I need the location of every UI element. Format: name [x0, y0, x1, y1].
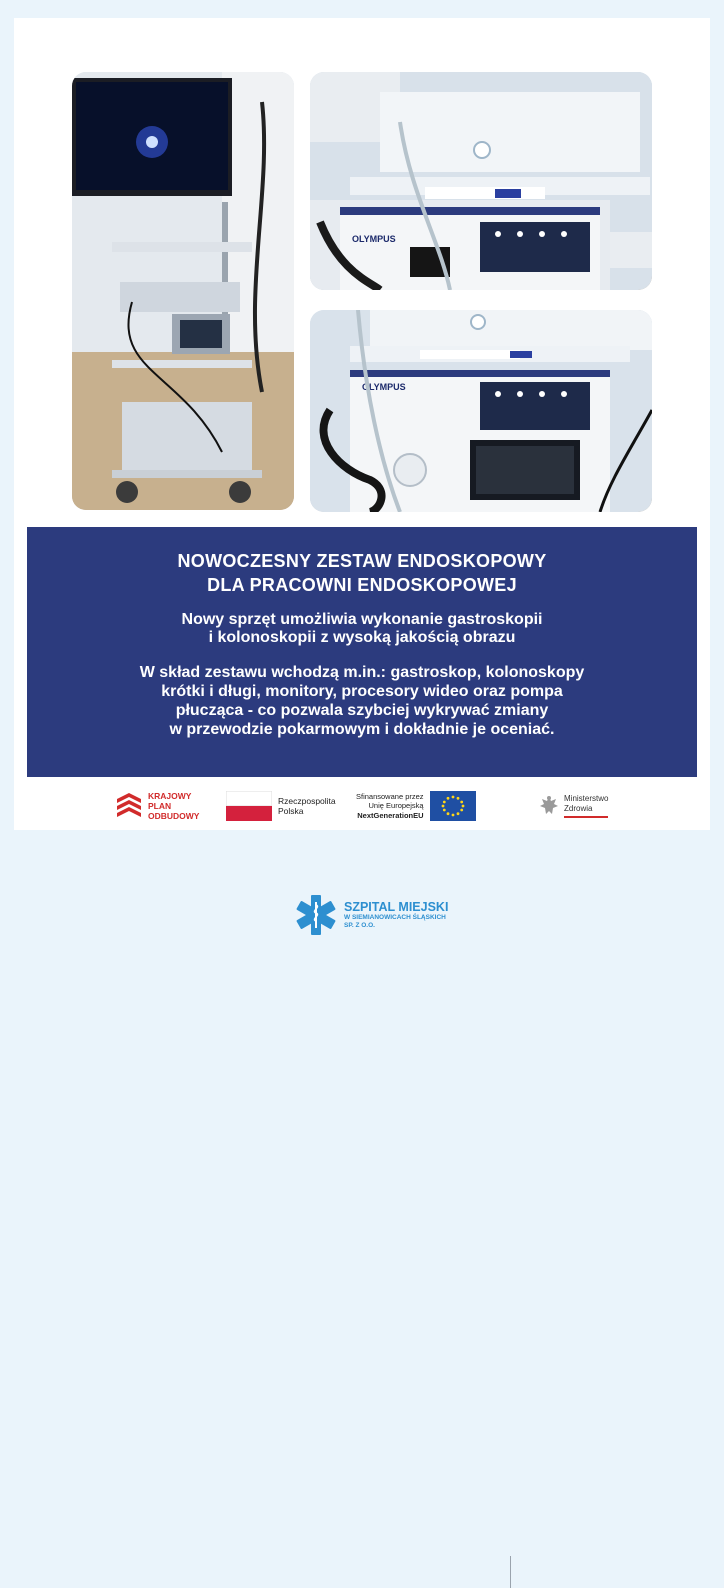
- hospital-logo: [294, 893, 448, 937]
- brand-label-top: OLYMPUS: [352, 234, 396, 244]
- eagle-emblem-icon: [538, 794, 560, 818]
- kpo-text: KRAJOWY PLAN ODBUDOWY: [148, 791, 200, 821]
- kpo-logo: [115, 786, 199, 826]
- mz-text: Ministerstwo Zdrowia: [564, 794, 608, 818]
- hospital-subtitle: W SIEMIANOWICACH ŚLĄSKICH SP. Z O.O.: [344, 914, 446, 929]
- eu-nextgen-text: NextGenerationEU: [357, 810, 424, 820]
- olympus-processor-bottom-photo: [310, 310, 652, 512]
- hospital-name: SZPITAL MIEJSKI: [344, 900, 449, 914]
- brand-label-bottom: OLYMPUS: [362, 382, 406, 392]
- description: W skład zestawu wchodzą m.in.: gastroskop, kolonoskopy krótki i długi, monitory, procesory wideo oraz pompa płucząca - co pozwala szybciej wykrywać zmiany w przewodzie pokarmowym i dokładnie je oceniać.: [139, 664, 585, 738]
- eu-flag-icon: [430, 791, 476, 821]
- rp-logo: [226, 786, 336, 826]
- medical-cart-image: [72, 72, 294, 510]
- equipment-image: [310, 310, 652, 512]
- star-of-life-icon: [294, 893, 338, 937]
- headline: NOWOCZESNY ZESTAW ENDOSKOPOWY DLA PRACOWNI ENDOSKOPOWEJ: [177, 551, 547, 595]
- rp-text: Rzeczpospolita Polska: [278, 796, 336, 816]
- polish-flag-icon: [226, 791, 272, 821]
- eu-text: [356, 792, 424, 821]
- mz-logo: [538, 786, 608, 826]
- kpo-icon: [115, 791, 143, 821]
- olympus-processor-top-photo: [310, 72, 652, 290]
- info-panel: [27, 527, 697, 777]
- logo-divider: [510, 1556, 511, 1588]
- equipment-image: [310, 72, 652, 290]
- eu-logo: [356, 786, 476, 826]
- subheadline: Nowy sprzęt umożliwia wykonanie gastroskopii i kolonoskopii z wysoką jakością obrazu: [181, 611, 543, 646]
- endoscopy-cart-photo: [72, 72, 294, 510]
- eu-funded-text: Sfinansowane przez Unię Europejską: [356, 791, 424, 811]
- funding-logos: [14, 786, 710, 826]
- poster-sheet: [14, 18, 710, 830]
